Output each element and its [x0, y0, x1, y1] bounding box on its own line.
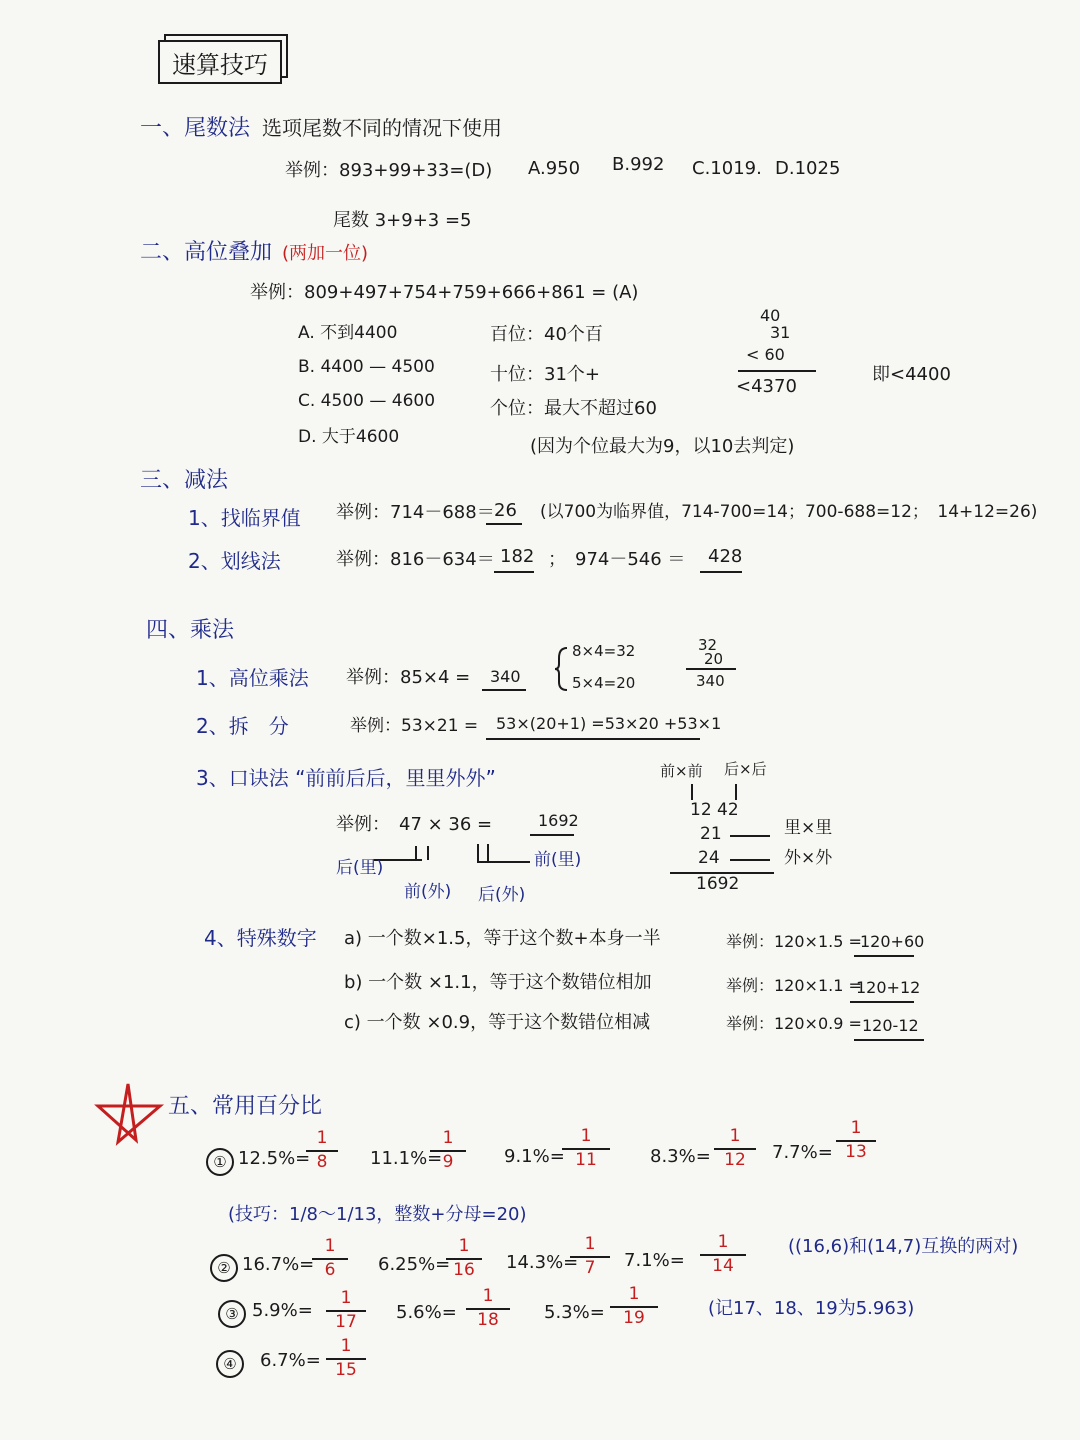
section4-rule-a-example: 举例：120×1.5 = [726, 932, 862, 951]
section2-calc-sum: <4370 [736, 376, 797, 397]
section5-r3-frac3: 1 19 [610, 1284, 658, 1328]
section2-note: (两加一位) [282, 243, 369, 264]
section5-r2-frac4: 1 14 [700, 1232, 746, 1276]
section4-item2: 2、拆 分 [196, 714, 289, 738]
section5-row2-note: ((16,6)和(14,7)互换的两对) [788, 1236, 1019, 1257]
section3-answer2a: 182 [500, 546, 535, 567]
section2-calc-60: < 60 [746, 345, 785, 364]
section4-label-front-inner: 前(里) [534, 850, 582, 870]
section5-tip: (技巧：1/8～1/13，整数+分母=20) [228, 1204, 527, 1225]
section4-rule-a: a) 一个数×1.5，等于这个数+本身一半 [344, 928, 661, 949]
section5-r1-frac3: 1 11 [562, 1126, 610, 1170]
section3-example1-note: (以700为临界值，714-700=14；700-688=12； 14+12=26) [540, 502, 1038, 522]
section2-option-d: D. 大于4600 [298, 427, 400, 447]
section2-hundreds: 百位：40个百 [490, 324, 603, 345]
section4-rule-a-answer: 120+60 [860, 932, 925, 951]
section5-num-4: ④ [216, 1350, 244, 1378]
section5-r3-pct1: 5.9%= [252, 1300, 313, 1321]
section1-example: 举例：893+99+33=(D) [285, 160, 493, 181]
section4-answer2: 53×(20+1) =53×20 +53×1 [496, 714, 722, 733]
section5-r3-pct3: 5.3%= [544, 1302, 605, 1323]
section2-calc-31: 31 [770, 323, 791, 342]
section5-r1-pct5: 7.7%= [772, 1142, 833, 1163]
section3-answer2a-rule [494, 571, 534, 573]
section5-num-2: ② [210, 1254, 238, 1282]
section5-r4-frac1: 1 15 [326, 1336, 366, 1380]
section5-r3-frac1: 1 17 [326, 1288, 366, 1332]
section1-note: 选项尾数不同的情况下使用 [262, 116, 502, 140]
section1-option-a: A.950 [528, 158, 581, 179]
section3-item1: 1、找临界值 [188, 506, 301, 530]
section5-r3-pct2: 5.6%= [396, 1302, 457, 1323]
section5-r2-pct1: 16.7%= [242, 1254, 315, 1275]
section4-brace-icon [555, 646, 569, 692]
section5-r1-frac4: 1 12 [714, 1126, 756, 1170]
section5-num-1: ① [206, 1148, 234, 1176]
section5-r1-pct3: 9.1%= [504, 1146, 565, 1167]
section4-work-dash2 [730, 859, 770, 861]
section3-item2: 2、划线法 [188, 549, 281, 573]
section2-heading: 二、高位叠加 [140, 240, 273, 265]
section5-r1-frac1: 1 8 [306, 1128, 338, 1172]
section3-answer1-rule [486, 523, 522, 525]
red-star-icon [92, 1080, 164, 1152]
section5-r4-pct1: 6.7%= [260, 1350, 321, 1371]
section4-label-back-outer: 后(外) [478, 885, 526, 905]
section4-pairing-lines [370, 840, 540, 880]
section5-r1-pct4: 8.3%= [650, 1146, 711, 1167]
section4-stack-20: 20 [704, 650, 724, 668]
section4-answer1-rule [482, 689, 526, 691]
section2-calc-40: 40 [760, 306, 781, 325]
section5-r1-frac2: 1 9 [430, 1128, 466, 1172]
section2-explain: (因为个位最大为9，以10去判定) [530, 436, 795, 457]
section3-example2b: ； 974－546 ＝ [548, 549, 686, 570]
section4-label-front-outer: 前(外) [404, 882, 452, 902]
section2-tens: 十位：31个+ [490, 364, 600, 385]
section1-option-c: C.1019. [692, 158, 762, 179]
section5-r1-pct1: 12.5%= [238, 1148, 311, 1169]
section5-r2-pct3: 14.3%= [506, 1252, 579, 1273]
section4-item4: 4、特殊数字 [204, 926, 317, 950]
section4-label-back-inner: 后(里) [336, 858, 384, 878]
section5-r1-frac5: 1 13 [836, 1118, 876, 1162]
section4-work-24: 24 [698, 848, 720, 868]
page-title: 速算技巧 [158, 40, 282, 84]
section1-option-d: D.1025 [775, 158, 841, 179]
section2-ones: 个位：最大不超过60 [490, 398, 657, 419]
section2-option-c: C. 4500 — 4600 [298, 391, 436, 411]
section4-answer3: 1692 [538, 811, 579, 830]
section4-answer3-rule [530, 834, 574, 836]
section2-option-a: A. 不到4400 [298, 323, 398, 343]
section3-answer2b: 428 [708, 546, 743, 567]
section4-rule-a-rule [854, 955, 914, 957]
section4-answer1: 340 [490, 667, 521, 686]
section4-work-21: 21 [700, 824, 722, 844]
section4-brace-line1: 8×4=32 [572, 642, 636, 660]
section4-rule-c: c) 一个数 ×0.9，等于这个数错位相减 [344, 1012, 651, 1033]
section2-result: 即<4400 [872, 364, 951, 385]
section5-r2-frac2: 1 16 [446, 1236, 482, 1280]
section2-option-b: B. 4400 — 4500 [298, 357, 435, 377]
section4-rule-b-answer: 120+12 [856, 978, 921, 997]
section5-row3-note: (记17、18、19为5.963) [708, 1298, 915, 1319]
section4-tag-front: 前×前 [660, 762, 703, 780]
section5-r2-frac3: 1 7 [570, 1234, 610, 1278]
section3-heading: 三、减法 [140, 468, 229, 493]
section4-rule-b: b) 一个数 ×1.1，等于这个数错位相加 [344, 972, 652, 993]
section3-example1: 举例：714－688＝ [336, 502, 495, 523]
section5-num-3: ③ [218, 1300, 246, 1328]
section4-heading: 四、乘法 [146, 618, 235, 643]
section4-example1: 举例：85×4 = [346, 667, 471, 688]
section5-r2-pct2: 6.25%= [378, 1254, 451, 1275]
section3-answer2b-rule [700, 571, 742, 573]
section2-calc-rule [738, 370, 816, 372]
section4-rule-c-example: 举例：120×0.9 = [726, 1014, 862, 1033]
section1-tail: 尾数 3+9+3 =5 [333, 210, 472, 231]
section4-stack-340: 340 [696, 672, 725, 690]
section4-work-dash1 [730, 835, 770, 837]
section4-work-note1: 里×里 [784, 818, 833, 838]
section4-work-1242: 12 42 [690, 800, 739, 820]
section4-answer2-rule [486, 738, 700, 740]
section4-work-note2: 外×外 [784, 848, 833, 868]
section3-answer1: 26 [494, 500, 517, 521]
section4-rule-c-rule [854, 1039, 924, 1041]
section4-work-1692: 1692 [696, 874, 740, 894]
section5-r3-frac2: 1 18 [466, 1286, 510, 1330]
section4-brace-line2: 5×4=20 [572, 674, 636, 692]
section1-option-b: B.992 [612, 154, 665, 175]
section4-item1: 1、高位乘法 [196, 666, 309, 690]
section4-stack-32: 32 [698, 636, 718, 654]
section4-rule-b-rule [850, 1001, 914, 1003]
section4-rule-b-example: 举例：120×1.1 = [726, 976, 862, 995]
section4-item3: 3、口诀法 “前前后后，里里外外” [196, 766, 496, 790]
section4-rule-c-answer: 120-12 [862, 1016, 919, 1035]
section1-heading: 一、尾数法 [140, 116, 251, 141]
section2-example: 举例：809+497+754+759+666+861 = (A) [250, 282, 639, 303]
section3-example2a: 举例：816－634＝ [336, 549, 495, 570]
section4-example3: 举例： 47 × 36 = [336, 814, 493, 835]
section5-heading: 五、常用百分比 [168, 1094, 323, 1119]
section5-r1-pct2: 11.1%= [370, 1148, 443, 1169]
section5-r2-pct4: 7.1%= [624, 1250, 685, 1271]
section4-example2: 举例：53×21 = [350, 716, 479, 736]
section5-r2-frac1: 1 6 [312, 1236, 348, 1280]
section4-tag-back: 后×后 [724, 760, 767, 778]
section4-stack-rule [686, 668, 736, 670]
